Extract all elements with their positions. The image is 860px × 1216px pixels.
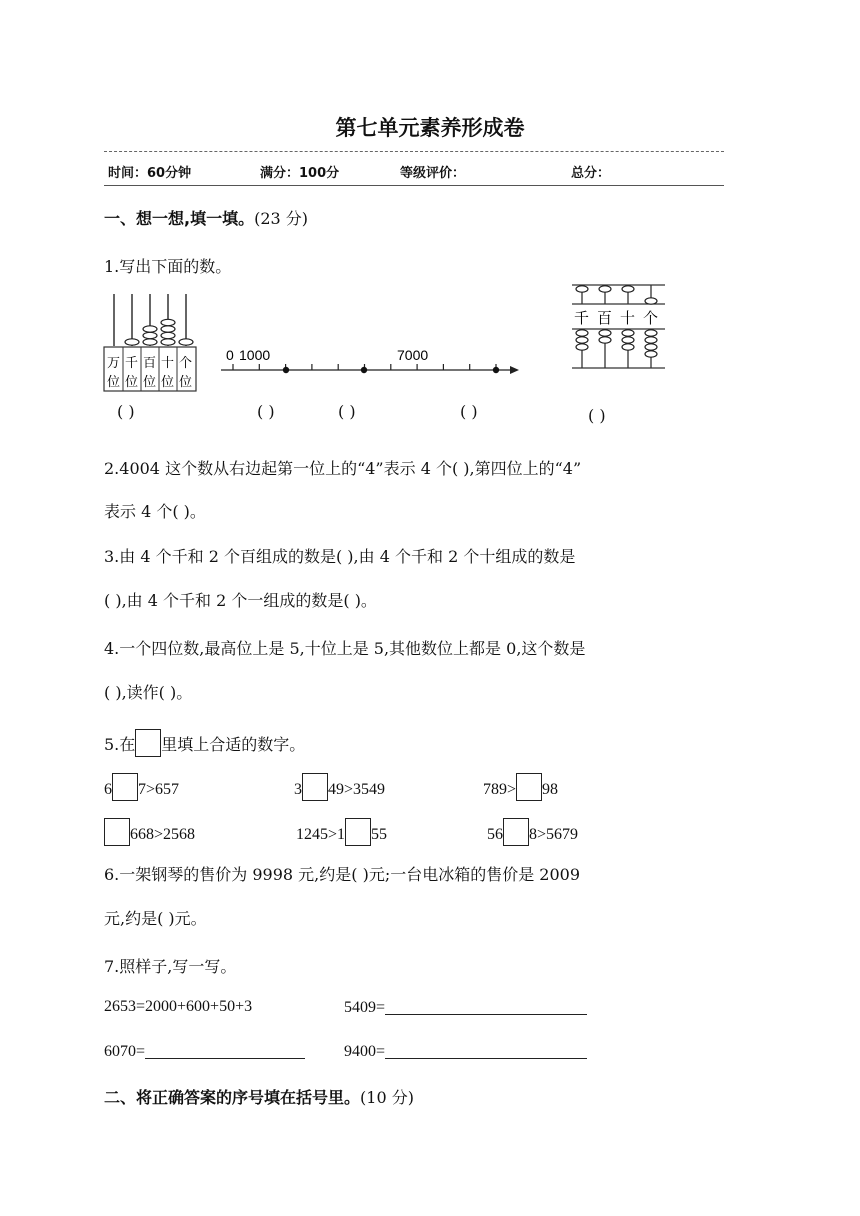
abacus-bead (622, 330, 634, 336)
abacus-bead (143, 326, 157, 332)
fill-box[interactable] (503, 818, 529, 846)
abacus-label-wei: 位 (107, 375, 121, 390)
page-title: 第七单元素养形成卷 (335, 116, 525, 140)
abacus-bead (599, 286, 611, 292)
abacus-2-answer[interactable]: ( ) (588, 406, 606, 425)
abacus-bead (143, 339, 157, 345)
abacus-bead (161, 326, 175, 332)
example-box (135, 729, 161, 757)
question-4-line-2: ( ),读作( )。 (104, 683, 193, 702)
abacus-bead (622, 344, 634, 350)
abacus2-label-qian: 千 (574, 309, 590, 327)
fill-item-3: 789> 98 (483, 773, 558, 801)
fill-box[interactable] (302, 773, 328, 801)
abacus-1-answer[interactable]: ( ) (117, 402, 135, 421)
fill-box[interactable] (345, 818, 371, 846)
full-score-field: 满分：100分 (260, 166, 340, 181)
answer-line[interactable] (385, 998, 587, 1015)
abacus-bead (125, 339, 139, 345)
number-line (215, 340, 525, 385)
question-6-line-1: 6.一架钢琴的售价为 9998 元,约是( )元;一台电冰箱的售价是 2009 (104, 865, 581, 884)
number-line-label-1000: 1000 (239, 347, 271, 363)
number-line-answer-b[interactable]: ( ) (338, 402, 356, 421)
q7-item-6070: 6070= (104, 1042, 305, 1061)
question-1: 1.写出下面的数。 (104, 257, 232, 276)
number-line-point-a (283, 367, 289, 373)
question-2-line-1: 2.4004 这个数从右边起第一位上的“4”表示 4 个( ),第四位上的“4” (104, 459, 582, 478)
abacus-label-shi: 十 (161, 356, 175, 371)
time-field: 时间：60分钟 (108, 166, 192, 181)
abacus-bead (645, 344, 657, 350)
abacus-bead (179, 339, 193, 345)
section-1-heading: 一、想一想,填一填。(23 分) (104, 209, 309, 228)
abacus-label-qian: 千 (125, 356, 139, 371)
abacus-bead (576, 286, 588, 292)
abacus-label-ge: 个 (179, 356, 193, 371)
abacus-bead (576, 330, 588, 336)
total-field: 总分： (571, 166, 611, 181)
abacus-bead (161, 339, 175, 345)
abacus-bead (645, 351, 657, 357)
question-3-line-2: ( ),由 4 个千和 2 个一组成的数是( )。 (104, 591, 377, 610)
abacus-label-wei: 位 (125, 375, 139, 390)
abacus2-label-shi: 十 (620, 309, 636, 327)
abacus2-label-bai: 百 (597, 309, 613, 327)
question-5: 5.在 里填上合适的数字。 (104, 729, 305, 757)
abacus-bead (143, 332, 157, 338)
abacus-four-place (570, 282, 670, 372)
abacus-bead (622, 337, 634, 343)
fill-item-5: 1245>1 55 (296, 818, 387, 846)
abacus-bead (576, 337, 588, 343)
fill-item-6: 56 8>5679 (487, 818, 578, 846)
abacus-bead (161, 319, 175, 325)
number-line-label-7000: 7000 (397, 347, 429, 363)
number-line-point-c (493, 367, 499, 373)
question-4-line-1: 4.一个四位数,最高位上是 5,十位上是 5,其他数位上都是 0,这个数是 (104, 639, 586, 658)
fill-item-1: 6 7>657 (104, 773, 179, 801)
question-7: 7.照样子,写一写。 (104, 957, 237, 976)
number-line-label-0: 0 (226, 347, 234, 363)
abacus-bead (622, 286, 634, 292)
abacus-bead (599, 337, 611, 343)
abacus-bead (645, 298, 657, 304)
fill-item-4: 668>2568 (104, 818, 195, 846)
q7-example: 2653=2000+600+50+3 (104, 998, 253, 1015)
section-2-heading: 二、将正确答案的序号填在括号里。(10 分) (104, 1088, 414, 1107)
answer-line[interactable] (385, 1042, 587, 1059)
abacus-bead (645, 330, 657, 336)
number-line-answer-a[interactable]: ( ) (257, 402, 275, 421)
abacus2-label-ge: 个 (643, 309, 659, 327)
abacus-bead (161, 332, 175, 338)
abacus-label-wei: 位 (161, 375, 175, 390)
abacus-five-place (100, 290, 202, 394)
question-3-line-1: 3.由 4 个千和 2 个百组成的数是( ),由 4 个千和 2 个十组成的数是 (104, 547, 576, 566)
abacus-bead (645, 337, 657, 343)
fill-box[interactable] (516, 773, 542, 801)
abacus-label-wei: 位 (179, 375, 193, 390)
grade-field: 等级评价： (400, 166, 466, 181)
abacus-label-bai: 百 (143, 356, 157, 371)
fill-box[interactable] (104, 818, 130, 846)
q7-item-9400: 9400= (344, 1042, 587, 1061)
fill-box[interactable] (112, 773, 138, 801)
abacus-bead (599, 330, 611, 336)
header-solid-divider (104, 185, 724, 186)
number-line-point-b (361, 367, 367, 373)
answer-line[interactable] (145, 1042, 305, 1059)
question-6-line-2: 元,约是( )元。 (104, 909, 207, 928)
fill-item-2: 3 49>3549 (294, 773, 385, 801)
abacus-label-wei: 位 (143, 375, 157, 390)
abacus-label-wan: 万 (107, 356, 121, 371)
number-line-answer-c[interactable]: ( ) (460, 402, 478, 421)
header-dashed-divider (104, 151, 724, 152)
abacus-bead (576, 344, 588, 350)
q7-item-5409: 5409= (344, 998, 587, 1017)
question-2-line-2: 表示 4 个( )。 (104, 502, 206, 521)
